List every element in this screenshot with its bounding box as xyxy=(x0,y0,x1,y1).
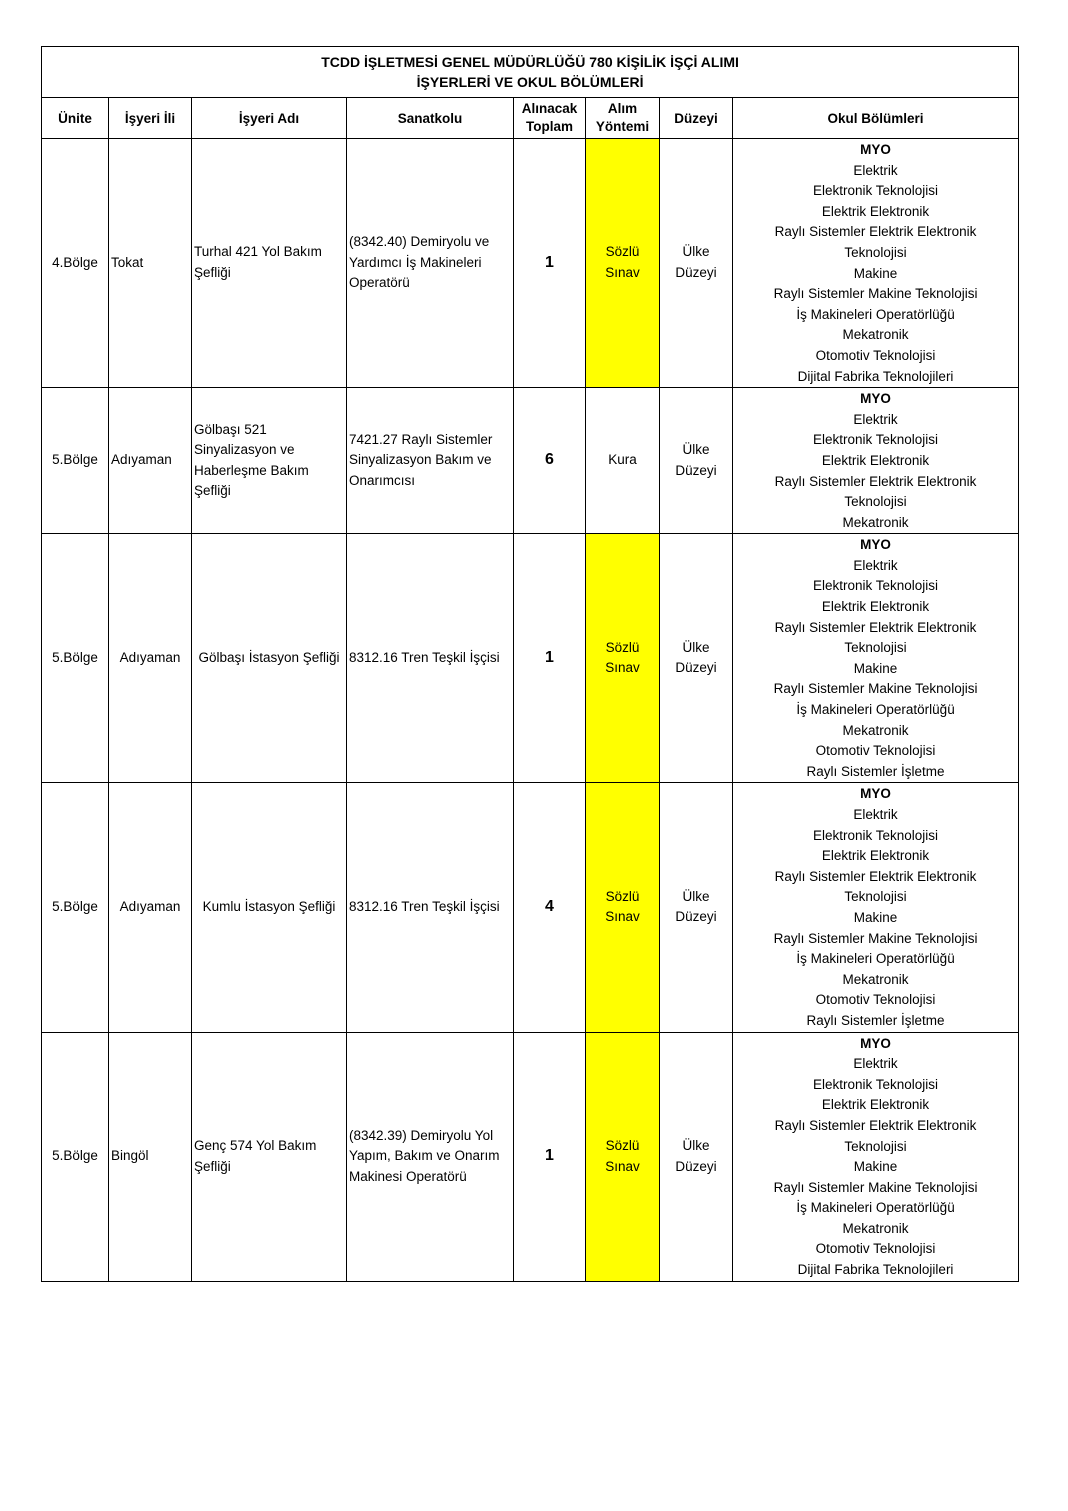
header-alim: Alım xyxy=(607,101,638,116)
cell-toplam: 6 xyxy=(514,388,586,534)
school-department: Raylı Sistemler Elektrik Elektronik xyxy=(774,619,977,635)
header-alinacak: Alınacak xyxy=(521,101,578,116)
school-department: Raylı Sistemler Elektrik Elektronik xyxy=(774,224,977,240)
header-okul-bolumleri: Okul Bölümleri xyxy=(733,98,1019,139)
cell-duzeyi xyxy=(660,1032,733,1281)
cell-sanatkolu: 7421.27 Raylı Sistemler Sinyalizasyon Bakım ve Onarımcısı xyxy=(347,388,514,534)
cell-unite: 5.Bölge xyxy=(42,1032,109,1281)
school-group-label: MYO xyxy=(860,1035,891,1051)
cell-alim-yontemi xyxy=(586,388,660,534)
school-department: Raylı Sistemler Makine Teknolojisi xyxy=(773,1179,978,1195)
alim-yontemi-line-1: Sözlü xyxy=(605,244,640,260)
school-department: Makine xyxy=(853,909,898,925)
school-group-label: MYO xyxy=(860,537,891,553)
header-sanatkolu: Sanatkolu xyxy=(347,98,514,139)
school-department: Mekatronik xyxy=(842,1220,909,1236)
header-toplam: Toplam xyxy=(526,119,573,134)
school-department: Elektrik Elektronik xyxy=(821,599,930,615)
cell-isyeri-ili: Adıyaman xyxy=(109,388,192,534)
school-department: Elektrik xyxy=(853,807,898,822)
cell-alim-yontemi xyxy=(586,1032,660,1281)
school-department: Elektrik xyxy=(853,557,898,573)
cell-sanatkolu: 8312.16 Tren Teşkil İşçisi xyxy=(347,783,514,1032)
alim-yontemi-line-1: Sözlü xyxy=(605,1138,640,1153)
cell-unite: 4.Bölge xyxy=(42,139,109,388)
cell-okul-bolumleri xyxy=(733,783,1019,1032)
cell-unite: 5.Bölge xyxy=(42,783,109,1032)
school-department: İş Makineleri Operatörlüğü xyxy=(796,951,955,967)
alim-yontemi-line-2: Sınav xyxy=(605,1158,640,1174)
school-department: Teknolojisi xyxy=(844,244,907,260)
alim-yontemi-line-1: Kura xyxy=(608,452,637,468)
school-department: Elektrik Elektronik xyxy=(821,203,930,219)
cell-okul-bolumleri xyxy=(733,534,1019,783)
cell-isyeri-ili: Adıyaman xyxy=(109,783,192,1032)
title-line-2: İŞYERLERİ VE OKUL BÖLÜMLERİ xyxy=(416,74,644,90)
header-unite: Ünite xyxy=(42,98,109,139)
header-alinacak-toplam xyxy=(514,98,586,139)
school-department: Teknolojisi xyxy=(844,494,907,510)
cell-duzeyi xyxy=(660,783,733,1032)
duzeyi-line-1: Ülke xyxy=(682,244,710,260)
school-department: Makine xyxy=(853,265,898,281)
cell-isyeri-adi: Kumlu İstasyon Şefliği xyxy=(192,783,347,1032)
cell-alim-yontemi xyxy=(586,783,660,1032)
school-department: Elektrik xyxy=(853,411,898,427)
school-department: Teknolojisi xyxy=(844,640,907,656)
school-department: Teknolojisi xyxy=(844,1138,907,1154)
cell-alim-yontemi xyxy=(586,139,660,388)
school-department: Dijital Fabrika Teknolojileri xyxy=(797,368,954,384)
school-department: Otomotiv Teknolojisi xyxy=(815,1241,936,1257)
cell-alim-yontemi xyxy=(586,534,660,783)
cell-toplam: 1 xyxy=(514,1032,586,1281)
header-isyeri-adi: İşyeri Adı xyxy=(192,98,347,139)
school-department: Raylı Sistemler Makine Teknolojisi xyxy=(773,286,978,302)
cell-duzeyi xyxy=(660,388,733,534)
cell-isyeri-ili: Tokat xyxy=(109,139,192,388)
cell-okul-bolumleri xyxy=(733,388,1019,534)
school-department: Elektronik Teknolojisi xyxy=(813,1076,939,1092)
table-row xyxy=(42,139,1019,388)
school-department: Otomotiv Teknolojisi xyxy=(815,347,936,363)
cell-isyeri-adi: Gölbaşı İstasyon Şefliği xyxy=(192,534,347,783)
cell-isyeri-adi: Gölbaşı 521 Sinyalizasyon ve Haberleşme Bakım Şefliği xyxy=(192,388,347,534)
school-department: Raylı Sistemler Makine Teknolojisi xyxy=(773,681,978,697)
school-department: Raylı Sistemler Elektrik Elektronik xyxy=(774,473,977,489)
school-group-label: MYO xyxy=(860,142,891,157)
table-title xyxy=(42,47,1019,98)
duzeyi-line-1: Ülke xyxy=(682,639,710,655)
school-department: Makine xyxy=(853,1159,898,1175)
school-department: Mekatronik xyxy=(842,327,909,343)
header-duzeyi: Düzeyi xyxy=(660,98,733,139)
cell-toplam: 1 xyxy=(514,534,586,783)
school-department: Raylı Sistemler Elektrik Elektronik xyxy=(774,1117,977,1133)
duzeyi-line-2: Düzeyi xyxy=(675,265,717,281)
alim-yontemi-line-2: Sınav xyxy=(605,660,640,676)
duzeyi-line-1: Ülke xyxy=(682,1138,710,1153)
duzeyi-line-2: Düzeyi xyxy=(675,909,717,925)
cell-isyeri-ili: Bingöl xyxy=(109,1032,192,1281)
school-department: Elektronik Teknolojisi xyxy=(813,432,939,448)
alim-yontemi-line-2: Sınav xyxy=(605,909,640,925)
table-row xyxy=(42,783,1019,1032)
header-yontemi: Yöntemi xyxy=(595,119,650,134)
school-department: Teknolojisi xyxy=(844,889,907,905)
school-department: Elektrik Elektronik xyxy=(821,848,930,864)
table-row xyxy=(42,1032,1019,1281)
cell-unite: 5.Bölge xyxy=(42,534,109,783)
school-department: Raylı Sistemler Makine Teknolojisi xyxy=(773,930,978,946)
school-department: Raylı Sistemler İşletme xyxy=(806,763,945,779)
cell-isyeri-adi: Turhal 421 Yol Bakım Şefliği xyxy=(192,139,347,388)
cell-toplam: 4 xyxy=(514,783,586,1032)
title-line-1: TCDD İŞLETMESİ GENEL MÜDÜRLÜĞÜ 780 KİŞİLİK İŞÇİ ALIMI xyxy=(321,54,739,70)
school-department: Raylı Sistemler Elektrik Elektronik xyxy=(774,868,977,884)
school-group-label: MYO xyxy=(860,786,891,802)
school-department: Elektronik Teknolojisi xyxy=(813,827,939,843)
school-department: İş Makineleri Operatörlüğü xyxy=(796,1200,955,1216)
cell-isyeri-ili: Adıyaman xyxy=(109,534,192,783)
school-department: Mekatronik xyxy=(842,514,909,530)
school-department: Dijital Fabrika Teknolojileri xyxy=(797,1262,954,1278)
cell-unite: 5.Bölge xyxy=(42,388,109,534)
cell-duzeyi xyxy=(660,534,733,783)
school-department: Elektrik xyxy=(853,162,898,178)
cell-sanatkolu: 8312.16 Tren Teşkil İşçisi xyxy=(347,534,514,783)
school-department: Makine xyxy=(853,660,898,676)
duzeyi-line-2: Düzeyi xyxy=(675,660,717,676)
header-alim-yontemi xyxy=(586,98,660,139)
school-department: Elektronik Teknolojisi xyxy=(813,183,939,199)
school-department: Mekatronik xyxy=(842,722,909,738)
cell-toplam: 1 xyxy=(514,139,586,388)
school-department: Elektrik Elektronik xyxy=(821,452,930,468)
table-row xyxy=(42,534,1019,783)
school-department: Otomotiv Teknolojisi xyxy=(815,992,936,1008)
school-department: İş Makineleri Operatörlüğü xyxy=(796,702,955,718)
school-department: Otomotiv Teknolojisi xyxy=(815,743,936,759)
school-department: Elektrik xyxy=(853,1056,898,1072)
cell-duzeyi xyxy=(660,139,733,388)
school-department: Raylı Sistemler İşletme xyxy=(806,1012,945,1028)
alim-yontemi-line-1: Sözlü xyxy=(605,639,640,655)
cell-sanatkolu: (8342.39) Demiryolu Yol Yapım, Bakım ve Onarım Makinesi Operatörü xyxy=(347,1032,514,1281)
cell-okul-bolumleri xyxy=(733,1032,1019,1281)
header-row xyxy=(42,98,1019,139)
cell-isyeri-adi: Genç 574 Yol Bakım Şefliği xyxy=(192,1032,347,1281)
duzeyi-line-1: Ülke xyxy=(682,442,710,458)
cell-okul-bolumleri xyxy=(733,139,1019,388)
school-department: Elektrik Elektronik xyxy=(821,1097,930,1113)
duzeyi-line-2: Düzeyi xyxy=(675,1158,717,1174)
school-group-label: MYO xyxy=(860,391,891,407)
alim-yontemi-line-1: Sözlü xyxy=(605,888,640,904)
duzeyi-line-1: Ülke xyxy=(682,888,710,904)
school-department: Mekatronik xyxy=(842,971,909,987)
alim-yontemi-line-2: Sınav xyxy=(605,265,640,281)
recruitment-table xyxy=(41,46,1019,1282)
header-isyeri-ili: İşyeri İli xyxy=(109,98,192,139)
cell-sanatkolu: (8342.40) Demiryolu ve Yardımcı İş Makineleri Operatörü xyxy=(347,139,514,388)
school-department: Elektronik Teknolojisi xyxy=(813,578,939,594)
duzeyi-line-2: Düzeyi xyxy=(675,462,717,478)
table-row xyxy=(42,388,1019,534)
school-department: İş Makineleri Operatörlüğü xyxy=(796,306,955,322)
